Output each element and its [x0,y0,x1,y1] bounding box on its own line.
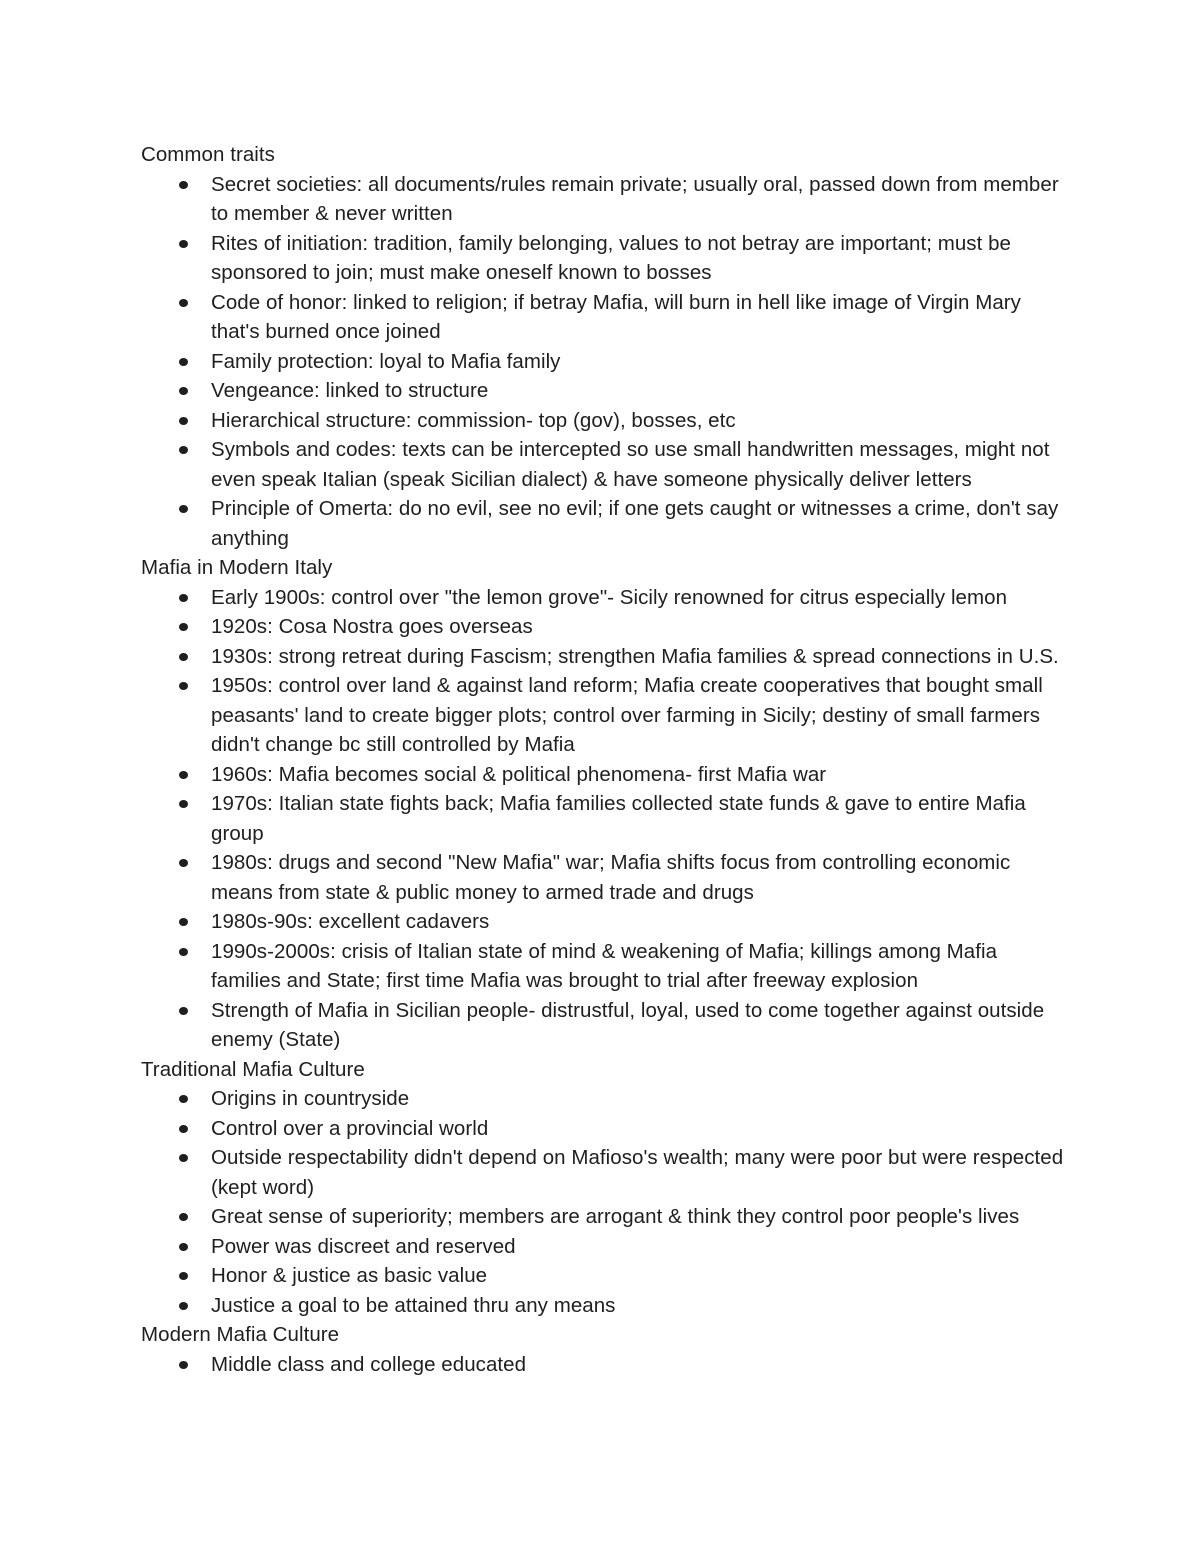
list-item-text: 1980s: drugs and second "New Mafia" war; Mafia shifts focus from controlling economic means from state & public money to armed trade and drugs [211,851,1011,904]
list-item-text: Middle class and college educated [211,1352,527,1376]
section-common-traits [141,140,1071,553]
bullet-icon [179,771,188,779]
list-item [211,229,1071,288]
bullet-icon [179,948,188,956]
section-heading: Common traits [141,143,275,166]
bullet-icon [179,446,188,454]
list-item [211,1202,1071,1232]
list-item-text: Origins in countryside [211,1087,410,1110]
bullet-icon [179,653,188,661]
list-item-text: Rites of initiation: tradition, family belonging, values to not betray are important; must be sponsored to join; must make oneself known to bosses [211,231,1012,284]
section-mafia-in-modern-italy [141,553,1071,1055]
bullet-icon [179,800,188,808]
bullet-list [141,170,1071,554]
list-item [211,996,1071,1055]
list-item-text: Vengeance: linked to structure [211,379,489,402]
document-page [141,140,1071,1379]
list-item-text: Code of honor: linked to religion; if betray Mafia, will burn in hell like image of Virgin Mary that's burned once joined [211,290,1021,343]
list-item-text: Family protection: loyal to Mafia family [211,349,561,373]
list-item [211,583,1071,613]
bullet-icon [179,181,188,189]
list-item [211,1291,1071,1321]
bullet-icon [179,682,188,690]
section-heading: Mafia in Modern Italy [141,556,333,579]
list-item [211,347,1071,377]
section-traditional-mafia-culture [141,1055,1071,1321]
bullet-icon [179,1302,188,1310]
list-item [211,494,1071,553]
list-item-text: 1950s: control over land & against land reform; Mafia create cooperatives that bought small peasants' land to create bigger plots; control over farming in Sicily; destiny of small farmers didn't change bc still controlled by Mafia [211,674,1043,756]
bullet-list [141,583,1071,1055]
list-item-text: Control over a provincial world [211,1116,489,1140]
list-item [211,1143,1071,1202]
section-heading: Modern Mafia Culture [141,1323,340,1346]
list-item [211,376,1071,406]
bullet-icon [179,240,188,248]
list-item-text: Power was discreet and reserved [211,1234,516,1258]
list-item-text: Strength of Mafia in Sicilian people- distrustful, loyal, used to come together against outside enemy (State) [211,998,1045,1051]
bullet-icon [179,1095,188,1103]
list-item [211,937,1071,996]
list-item-text: Justice a goal to be attained thru any means [211,1293,616,1317]
list-item [211,435,1071,494]
bullet-icon [179,358,188,366]
list-item-text: Principle of Omerta: do no evil, see no evil; if one gets caught or witnesses a crime, don't say anything [211,497,1059,550]
list-item [211,288,1071,347]
list-item [211,1261,1071,1291]
list-item-text: Hierarchical structure: commission- top (gov), bosses, etc [211,408,736,432]
bullet-icon [179,1361,188,1369]
list-item [211,612,1071,642]
list-item [211,642,1071,672]
bullet-icon [179,594,188,602]
bullet-icon [179,918,188,926]
list-item [211,1114,1071,1144]
bullet-icon [179,859,188,867]
list-item [211,789,1071,848]
bullet-icon [179,1213,188,1221]
list-item [211,671,1071,760]
list-item-text: Outside respectability didn't depend on Mafioso's wealth; many were poor but were respected (kept word) [211,1146,1064,1199]
list-item [211,1232,1071,1262]
bullet-icon [179,387,188,395]
list-item-text: 1960s: Mafia becomes social & political phenomena- first Mafia war [211,762,827,786]
list-item-text: 1920s: Cosa Nostra goes overseas [211,615,533,638]
list-item-text: Honor & justice as basic value [211,1264,488,1287]
bullet-icon [179,1243,188,1251]
bullet-list [141,1084,1071,1320]
section-heading: Traditional Mafia Culture [141,1057,365,1081]
list-item [211,760,1071,790]
section-modern-mafia-culture [141,1320,1071,1379]
bullet-icon [179,1154,188,1162]
list-item-text: 1980s-90s: excellent cadavers [211,910,490,933]
list-item [211,848,1071,907]
bullet-icon [179,299,188,307]
bullet-icon [179,1007,188,1015]
list-item-text: Early 1900s: control over "the lemon grove"- Sicily renowned for citrus especially lemon [211,585,1008,609]
bullet-icon [179,623,188,631]
list-item [211,406,1071,436]
list-item-text: Symbols and codes: texts can be intercepted so use small handwritten messages, might not even speak Italian (speak Sicilian dialect) & have someone physically deliver letters [211,438,1050,491]
bullet-icon [179,1125,188,1133]
list-item-text: 1990s-2000s: crisis of Italian state of mind & weakening of Mafia; killings among Mafia families and State; first time Mafia was brought to trial after freeway explosion [211,939,998,992]
bullet-icon [179,417,188,425]
list-item-text: 1930s: strong retreat during Fascism; strengthen Mafia families & spread connections in U.S. [211,644,1059,668]
bullet-list [141,1350,1071,1380]
list-item-text: 1970s: Italian state fights back; Mafia families collected state funds & gave to entire Mafia group [211,792,1026,845]
list-item-text: Great sense of superiority; members are arrogant & think they control poor people's lives [211,1205,1020,1228]
list-item-text: Secret societies: all documents/rules remain private; usually oral, passed down from member to member & never written [211,172,1059,225]
list-item [211,907,1071,937]
list-item [211,170,1071,229]
list-item [211,1350,1071,1380]
list-item [211,1084,1071,1114]
bullet-icon [179,1272,188,1280]
bullet-icon [179,505,188,513]
